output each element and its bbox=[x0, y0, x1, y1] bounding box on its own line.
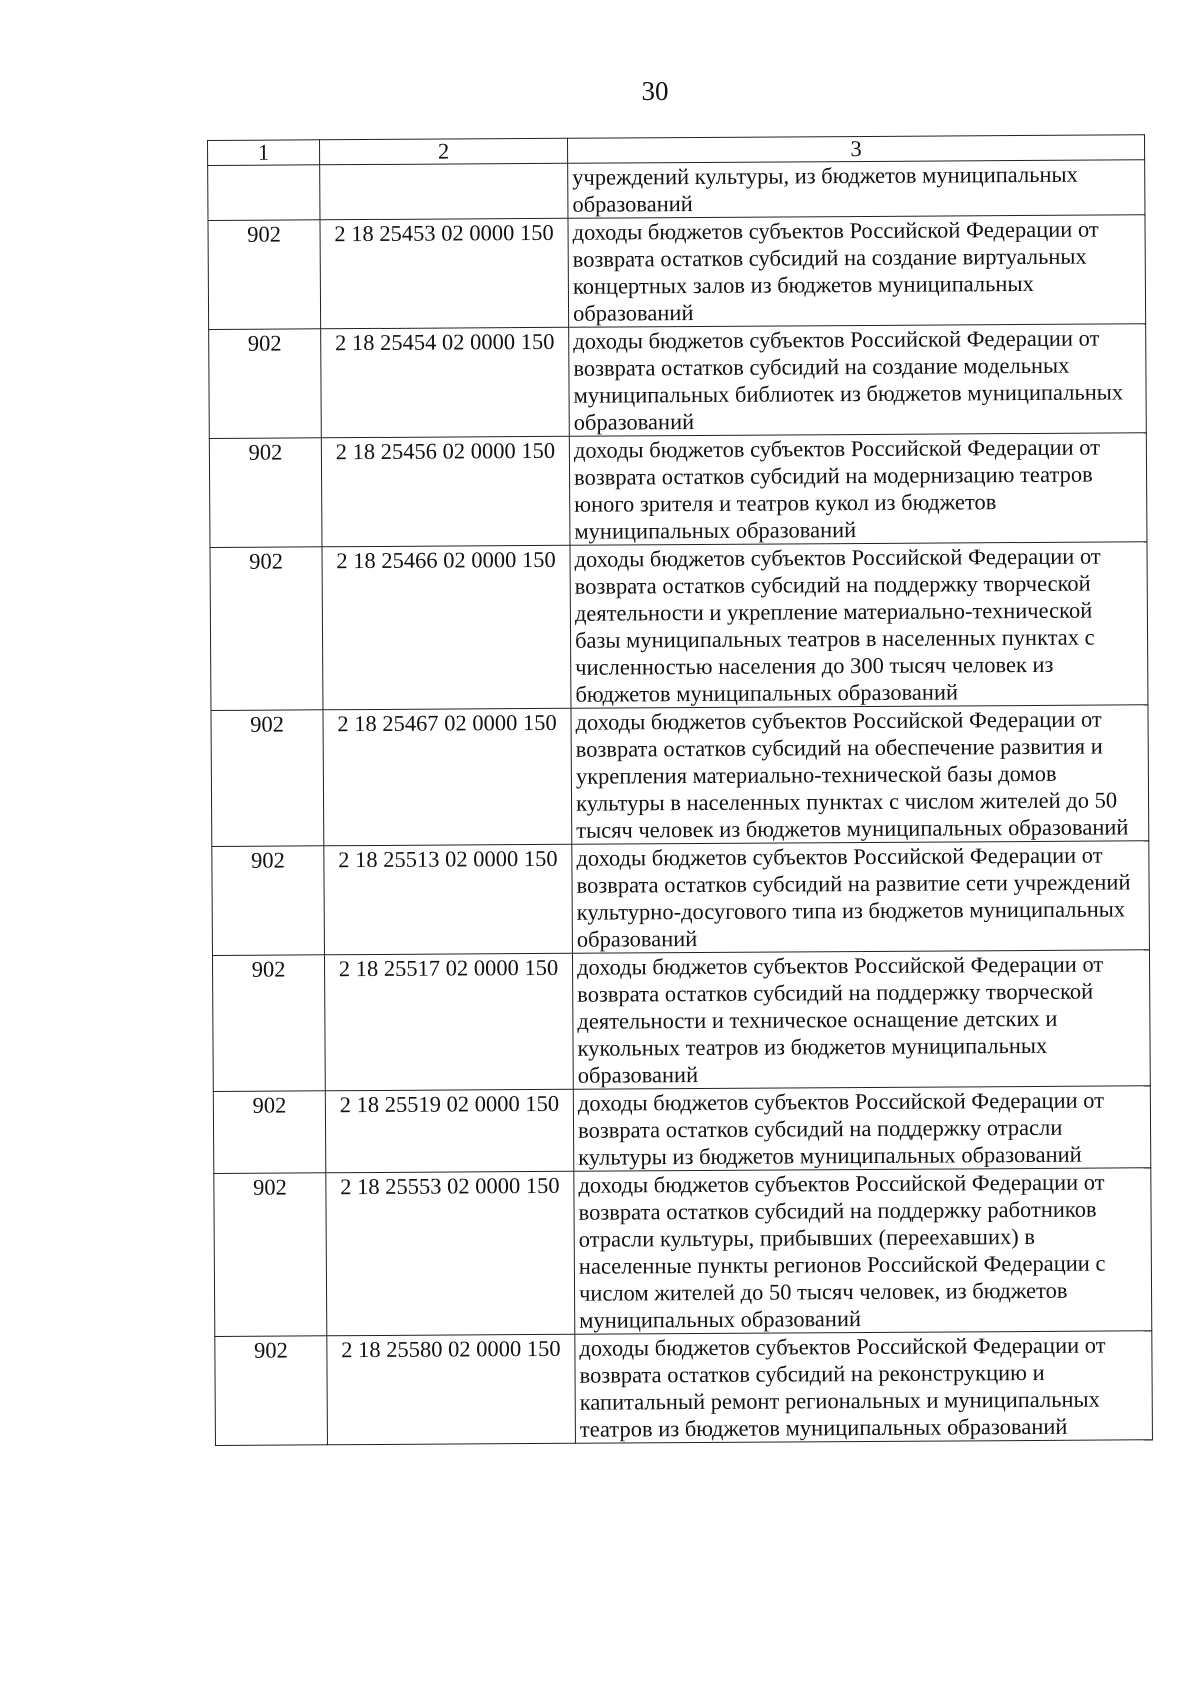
budget-code-cell bbox=[320, 163, 568, 220]
description-cell: доходы бюджетов субъектов Российской Федерации от возврата остатков субсидий на поддержку творческой деятельности и техническое оснащение детских и кукольных театров из бюджетов муниципальных образований bbox=[572, 950, 1150, 1090]
admin-code-cell: 902 bbox=[208, 220, 321, 330]
description-cell: учреждений культуры, из бюджетов муниципальных образований bbox=[568, 160, 1145, 219]
description-cell: доходы бюджетов субъектов Российской Федерации от возврата остатков субсидий на создание виртуальных концертных залов из бюджетов муниципальных образований bbox=[568, 215, 1146, 328]
budget-code-table bbox=[207, 134, 1153, 1446]
table-row bbox=[210, 542, 1148, 711]
admin-code-cell: 902 bbox=[212, 955, 325, 1092]
admin-code-cell bbox=[208, 165, 320, 221]
description-cell: доходы бюджетов субъектов Российской Федерации от возврата остатков субсидий на поддержку работников отрасли культуры, прибывших (переехавших) в населенные пункты регионов Российской Федерации с числом жителей до 50 тысяч человек, из бюджетов муниципальных образований bbox=[574, 1168, 1152, 1335]
budget-code-cell: 2 18 25453 02 0000 150 bbox=[320, 218, 569, 329]
table-row bbox=[214, 1168, 1152, 1337]
description-cell: доходы бюджетов субъектов Российской Федерации от возврата остатков субсидий на модернизацию театров юного зрителя и театров кукол из бюджетов муниципальных образований bbox=[569, 433, 1147, 546]
budget-code-cell: 2 18 25456 02 0000 150 bbox=[321, 436, 570, 547]
description-cell: доходы бюджетов субъектов Российской Федерации от возврата остатков субсидий на обеспечение развития и укрепления материально-технической базы домов культуры в населенных пунктах с числом жителей до 50 тысяч человек из бюджетов муниципальных образований bbox=[571, 705, 1149, 845]
table-row bbox=[212, 841, 1150, 956]
admin-code-cell: 902 bbox=[215, 1336, 328, 1446]
page-number: 30 bbox=[641, 76, 669, 106]
admin-code-cell: 902 bbox=[214, 1173, 327, 1337]
table-row bbox=[209, 324, 1147, 439]
description-cell: доходы бюджетов субъектов Российской Федерации от возврата остатков субсидий на создание модельных муниципальных библиотек из бюджетов муниципальных образований bbox=[569, 324, 1147, 437]
admin-code-cell: 902 bbox=[209, 329, 322, 439]
description-cell: доходы бюджетов субъектов Российской Федерации от возврата остатков субсидий на поддержку творческой деятельности и укрепление материально-технической базы муниципальных театров в населенных пунктах с численностью населения до 300 тысяч человек из бюджетов муниципальных образований bbox=[570, 542, 1148, 709]
table-row bbox=[211, 705, 1149, 847]
admin-code-cell: 902 bbox=[212, 846, 325, 956]
description-cell: доходы бюджетов субъектов Российской Федерации от возврата остатков субсидий на развитие сети учреждений культурно-досугового типа из бюджетов муниципальных образований bbox=[572, 841, 1150, 954]
budget-code-cell: 2 18 25513 02 0000 150 bbox=[324, 844, 573, 955]
table-row bbox=[208, 215, 1146, 330]
table-row bbox=[209, 433, 1147, 548]
admin-code-cell: 902 bbox=[210, 547, 323, 711]
table-row bbox=[212, 950, 1150, 1092]
description-cell: доходы бюджетов субъектов Российской Федерации от возврата остатков субсидий на поддержку отрасли культуры из бюджетов муниципальных образований bbox=[573, 1086, 1150, 1172]
admin-code-cell: 902 bbox=[213, 1091, 325, 1174]
table-row bbox=[208, 160, 1145, 221]
budget-code-cell: 2 18 25467 02 0000 150 bbox=[323, 708, 572, 846]
budget-code-cell: 2 18 25466 02 0000 150 bbox=[322, 545, 571, 710]
header-col-1: 1 bbox=[208, 140, 320, 166]
description-cell: доходы бюджетов субъектов Российской Федерации от возврата остатков субсидий на реконструкцию и капитальный ремонт региональных и муниципальных театров из бюджетов муниципальных образований bbox=[575, 1331, 1153, 1444]
budget-code-cell: 2 18 25580 02 0000 150 bbox=[327, 1334, 576, 1445]
budget-code-cell: 2 18 25519 02 0000 150 bbox=[325, 1089, 573, 1173]
header-col-2: 2 bbox=[320, 138, 568, 165]
budget-code-cell: 2 18 25517 02 0000 150 bbox=[324, 953, 573, 1091]
table-row bbox=[213, 1086, 1150, 1174]
budget-code-cell: 2 18 25454 02 0000 150 bbox=[321, 327, 570, 438]
table-row bbox=[215, 1331, 1153, 1446]
budget-code-cell: 2 18 25553 02 0000 150 bbox=[326, 1171, 575, 1336]
header-col-3: 3 bbox=[567, 135, 1144, 164]
admin-code-cell: 902 bbox=[209, 438, 322, 548]
admin-code-cell: 902 bbox=[211, 710, 324, 847]
